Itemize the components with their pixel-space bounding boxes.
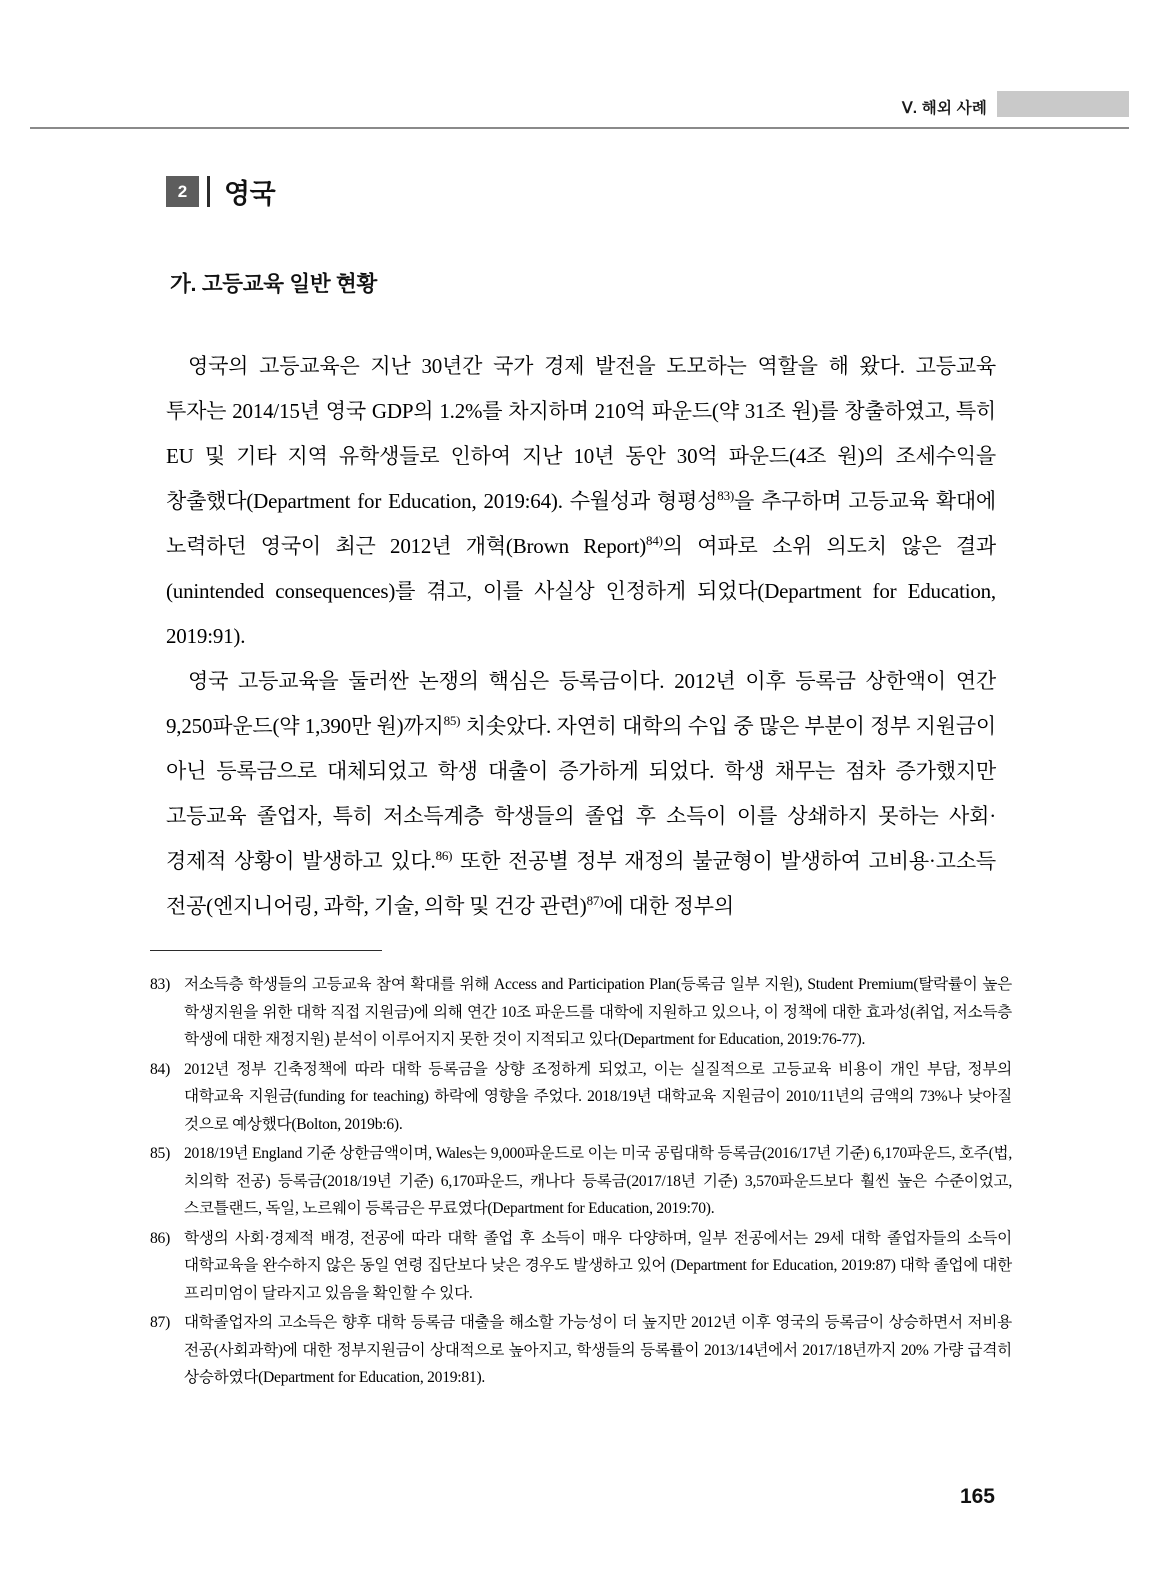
footnote-marker[interactable]: 85) [443, 713, 461, 728]
footnote-marker[interactable]: 84) [646, 533, 663, 548]
footnote-text: 학생의 사회·경제적 배경, 전공에 따라 대학 졸업 후 소득이 매우 다양하며, 일부 전공에서는 29세 대학 졸업자들의 소득이 대학교육을 완수하지 않은 동일 연령 집단보다 낮은 경우도 발생하고 있어 (Department for Education, 2019:87) 대학 졸업에 대한 프리미엄이 달라지고 있음을 확인할 수 있다. [184, 1229, 1012, 1302]
footnote-number: 87) [150, 1314, 171, 1332]
footnote-divider [150, 950, 382, 951]
chapter-title: 영국 [224, 179, 276, 209]
page-number: 165 [959, 1485, 995, 1508]
chapter-heading [166, 172, 996, 211]
body-paragraph-2: 영국 고등교육을 둘러싼 논쟁의 핵심은 등록금이다. 2012년 이후 등록금 상한액이 연간 9,250파운드(약 1,390만 원)까지$^{85)}$ 치솟았다. 자연히 대학의 수입 중 많은 부분이 정부 지원금이 아닌 등록금으로 대체되었고 학생 대출이 증가하게 되었다. 학생 채무는 점차 증가했지만 고등교육 졸업자, 특히 저소득계층 학생들의 졸업 후 소득이 이를 상쇄하지 못하는 사회·경제적 상황이 발생하고 있다.$^{86)}$ 또한 전공별 정부 재정의 불균형이 발생하여 고비용·고소득 전공(엔지니어링, 과학, 기술, 의학 및 건강 관련)$^{87)}$에 대한 정부의 [166, 669, 997, 918]
body-paragraph-1: 영국의 고등교육은 지난 30년간 국가 경제 발전을 도모하는 역할을 해 왔다. 고등교육 투자는 2014/15년 영국 GDP의 1.2%를 차지하며 210억 파운드(약 31조 원)를 창출하였고, 특히 EU 및 기타 지역 유학생들로 인하여 지난 10년 동안 30억 파운드(4조 원)의 조세수익을 창출했다(Department for Education, 2019:64). 수월성과 형평성$^{83)}$을 추구하며 고등교육 확대에 노력하던 영국이 최근 2012년 개혁(Brown Report)$^{84)}$의 여파로 소위 의도치 않은 결과(unintended consequences)를 겪고, 이를 사실상 인정하게 되었다(Department for Education, 2019:91). [166, 354, 996, 648]
footnote-list [150, 971, 1012, 1392]
footnote-marker[interactable]: 83) [717, 488, 735, 503]
footnote-number: 84) [150, 1060, 171, 1078]
section-heading: 가. 고등교육 일반 현황 [170, 272, 377, 296]
footnote-text: 2012년 정부 긴축정책에 따라 대학 등록금을 상향 조정하게 되었고, 이는 실질적으로 고등교육 비용이 개인 부담, 정부의 대학교육 지원금(funding for teaching) 하락에 영향을 주었다. 2018/19년 대학교육 지원금이 2010/11년의 금액의 73%나 낮아질 것으로 예상했다(Bolton, 2019b:6). [184, 1060, 1012, 1133]
document-body [166, 172, 996, 929]
footnote-marker[interactable]: 87) [586, 893, 604, 908]
footnote-number: 86) [150, 1229, 171, 1247]
footnote-item [150, 971, 1012, 1054]
chapter-number-badge: 2 [166, 176, 199, 207]
footnote-text: 2018/19년 England 기준 상한금액이며, Wales는 9,000파운드로 이는 미국 공립대학 등록금(2016/17년 기준) 6,170파운드, 호주(법, 치의학 전공) 등록금(2018/19년 기준) 6,170파운드, 캐나다 등록금(2017/18년 기준) 3,570파운드보다 훨씬 높은 수준이었고, 스코틀랜드, 독일, 노르웨이 등록금은 무료였다(Department for Education, 2019:70). [184, 1145, 1012, 1218]
footnote-item [150, 1309, 1012, 1392]
footnote-text: 저소득층 학생들의 고등교육 참여 확대를 위해 Access and Participation Plan(등록금 일부 지원), Student Premium(탈락률이 높은 학생지원을 위한 대학 직접 지원금)에 의해 연간 10조 파운드를 대학에 지원하고 있으나, 이 정책에 대한 효과성(취업, 저소득층 학생에 대한 재정지원) 분석이 이루어지지 못한 것이 지적되고 있다(Department for Education, 2019:76-77). [184, 976, 1012, 1049]
footnote-item [150, 1140, 1012, 1223]
footnote-marker[interactable]: 86) [435, 848, 453, 863]
footnote-number: 85) [150, 1145, 171, 1163]
header-decoration-block [997, 91, 1129, 117]
header-divider [30, 127, 1129, 129]
footnote-text: 대학졸업자의 고소득은 향후 대학 등록금 대출을 해소할 가능성이 더 높지만 2012년 이후 영국의 등록금이 상승하면서 저비용 전공(사회과학)에 대한 정부지원금이 상대적으로 높아지고, 학생들의 등록률이 2013/14년에서 2017/18년까지 20% 가량 급격히 상승하였다(Department for Education, 2019:81). [184, 1314, 1012, 1387]
page-header [0, 96, 1159, 130]
footnote-area [150, 950, 1012, 1394]
footnote-item [150, 1056, 1012, 1139]
footnote-item [150, 1225, 1012, 1308]
chapter-heading-bar [207, 176, 210, 207]
running-header-title: Ⅴ. 해외 사례 [901, 100, 987, 117]
footnote-number: 83) [150, 976, 171, 994]
